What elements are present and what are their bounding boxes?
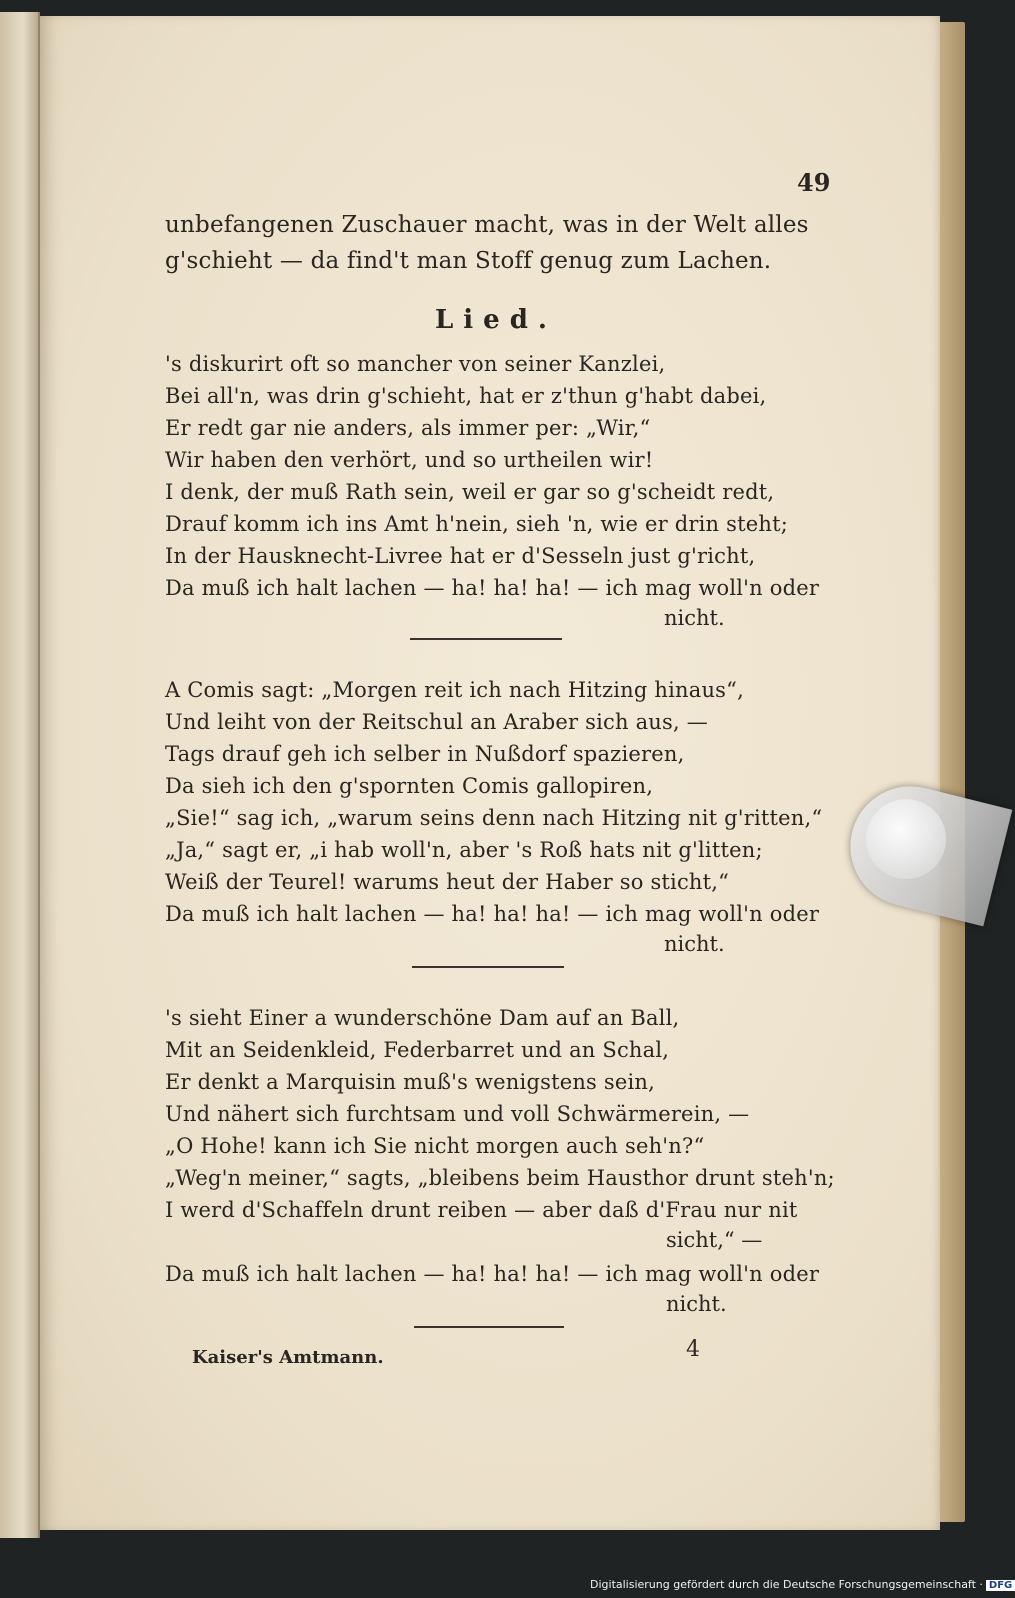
verse-line: 's sieht Einer a wunderschöne Dam auf an Ball, [165, 1006, 680, 1030]
intro-line: unbefangenen Zuschauer macht, was in der Welt alles [165, 212, 809, 238]
signature-mark: Kaiser's Amtmann. [192, 1347, 384, 1368]
stanza-divider [412, 966, 564, 968]
verse-line: „Sie!“ sag ich, „warum seins denn nach Hitzing nit g'ritten,“ [165, 806, 823, 830]
book-page [40, 16, 940, 1530]
verse-line: Er redt gar nie anders, als immer per: „Wir,“ [165, 416, 651, 440]
verse-line: Da muß ich halt lachen — ha! ha! ha! — ich mag woll'n oder [165, 902, 820, 926]
verse-line: Und leiht von der Reitschul an Araber sich aus, — [165, 710, 708, 734]
song-heading: Lied. [435, 305, 557, 335]
verse-line: Und nähert sich furchtsam und voll Schwärmerein, — [165, 1102, 750, 1126]
verse-line: I denk, der muß Rath sein, weil er gar so g'scheidt redt, [165, 480, 775, 504]
verse-line: Da sieh ich den g'spornten Comis gallopiren, [165, 774, 654, 798]
verse-line: I werd d'Schaffeln drunt reiben — aber daß d'Frau nur nit [165, 1198, 798, 1222]
verse-tail: nicht. [666, 1292, 727, 1316]
sheet-number: 4 [686, 1337, 700, 1362]
verse-line: 's diskurirt oft so mancher von seiner Kanzlei, [165, 352, 666, 376]
verse-line: Bei all'n, was drin g'schieht, hat er z'thun g'habt dabei, [165, 384, 767, 408]
verse-tail: nicht. [664, 606, 725, 630]
dfg-logo: DFG [986, 1580, 1015, 1591]
verse-line: In der Hausknecht-Livree hat er d'Sesseln just g'richt, [165, 544, 756, 568]
digitization-credit [590, 1578, 1013, 1596]
page-number: 49 [797, 168, 831, 197]
verse-line: Da muß ich halt lachen — ha! ha! ha! — ich mag woll'n oder [165, 1262, 820, 1286]
verse-line: Weiß der Teurel! warums heut der Haber so sticht,“ [165, 870, 730, 894]
verse-line: Drauf komm ich ins Amt h'nein, sieh 'n, wie er drin steht; [165, 512, 789, 536]
verse-tail: sicht,“ — [666, 1228, 763, 1252]
magnifier-glass [858, 791, 955, 888]
verse-line: Er denkt a Marquisin muß's wenigstens sein, [165, 1070, 656, 1094]
stanza-divider [410, 638, 562, 640]
intro-line: g'schieht — da find't man Stoff genug zum Lachen. [165, 248, 772, 274]
stanza-divider [414, 1326, 564, 1328]
verse-line: „Ja,“ sagt er, „i hab woll'n, aber 's Roß hats nit g'litten; [165, 838, 763, 862]
verse-line: „O Hohe! kann ich Sie nicht morgen auch seh'n?“ [165, 1134, 705, 1158]
verse-line: Mit an Seidenkleid, Federbarret und an Schal, [165, 1038, 670, 1062]
verse-line: Wir haben den verhört, und so urtheilen wir! [165, 448, 654, 472]
facing-page-edge [0, 12, 40, 1538]
verse-tail: nicht. [664, 932, 725, 956]
verse-line: Da muß ich halt lachen — ha! ha! ha! — ich mag woll'n oder [165, 576, 820, 600]
verse-line: Tags drauf geh ich selber in Nußdorf spazieren, [165, 742, 685, 766]
credit-text: Digitalisierung gefördert durch die Deutsche Forschungsgemeinschaft · [590, 1578, 983, 1591]
verse-line: „Weg'n meiner,“ sagts, „bleibens beim Hausthor drunt steh'n; [165, 1166, 835, 1190]
verse-line: A Comis sagt: „Morgen reit ich nach Hitzing hinaus“, [165, 678, 744, 702]
